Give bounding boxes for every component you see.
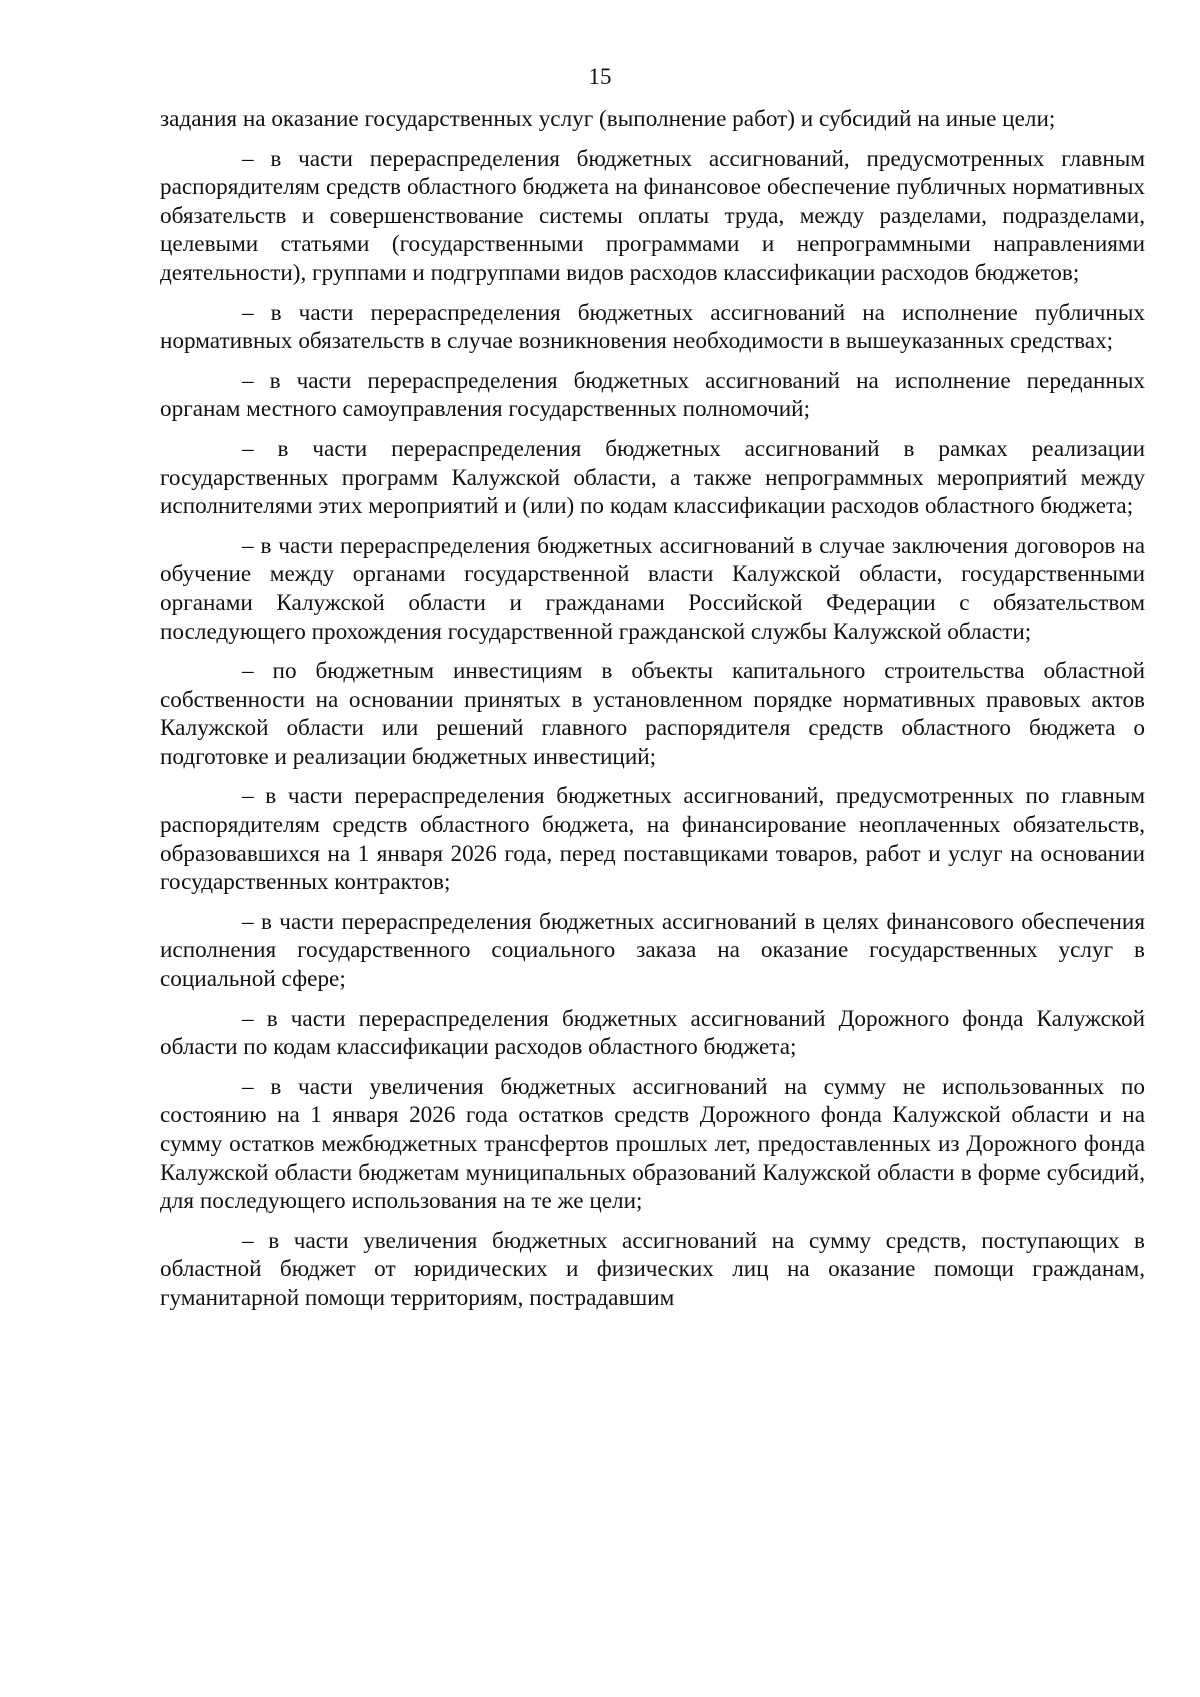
paragraph: – в части увеличения бюджетных ассигнований на сумму не использованных по состоянию на 1 января 2026 года остатков средств Дорожного фонда Калужской области и на сумму остатков межбюджетных трансфертов прошлых лет, предоставленных из Дорожного фонда Калужской области бюджетам муниципальных образований Калужской области в форме субсидий, для последующего использования на те же цели; [160, 1073, 1145, 1215]
paragraph: – в части перераспределения бюджетных ассигнований на исполнение публичных нормативных обязательств в случае возникновения необходимости в вышеуказанных средствах; [160, 299, 1145, 355]
paragraph: – в части перераспределения бюджетных ассигнований в целях финансового обеспечения исполнения государственного социального заказа на оказание государственных услуг в социальной сфере; [160, 908, 1145, 993]
paragraph: – в части перераспределения бюджетных ассигнований в рамках реализации государственных программ Калужской области, а также непрограммных мероприятий между исполнителями этих мероприятий и (или) по кодам классификации расходов областного бюджета; [160, 435, 1145, 520]
paragraph-continuation: задания на оказание государственных услуг (выполнение работ) и субсидий на иные цели; [160, 106, 1056, 132]
paragraph: – в части увеличения бюджетных ассигнований на сумму средств, поступающих в областной бюджет от юридических и физических лиц на оказание помощи гражданам, гуманитарной помощи территориям, пострадавшим [160, 1227, 1145, 1311]
paragraph: – в части перераспределения бюджетных ассигнований в случае заключения договоров на обучение между органами государственной власти Калужской области, государственными органами Калужской области и гражданами Российской Федерации с обязательством последующего прохождения государственной гражданской службы Калужской области; [160, 532, 1145, 645]
paragraph: – в части перераспределения бюджетных ассигнований на исполнение переданных органам местного самоуправления государственных полномочий; [160, 367, 1145, 423]
paragraph: – в части перераспределения бюджетных ассигнований, предусмотренных по главным распорядителям средств областного бюджета, на финансирование неоплаченных обязательств, образовавшихся на 1 января 2026 года, перед поставщиками товаров, работ и услуг на основании государственных контрактов; [160, 783, 1145, 896]
paragraph: – по бюджетным инвестициям в объекты капитального строительства областной собственности на основании принятых в установленном порядке нормативных правовых актов Калужской области или решений главного распорядителя средств областного бюджета о подготовке и реализации бюджетных инвестиций; [160, 658, 1145, 770]
paragraph: – в части перераспределения бюджетных ассигнований Дорожного фонда Калужской области по кодам классификации расходов областного бюджета; [160, 1005, 1145, 1061]
page-number: 15 [588, 64, 612, 89]
paragraph: – в части перераспределения бюджетных ассигнований, предусмотренных главным распорядителям средств областного бюджета на финансовое обеспечение публичных нормативных обязательств и совершенствование системы оплаты труда, между разделами, подразделами, целевыми статьями (государственными программами и непрограммными направлениями деятельности), группами и подгруппами видов расходов классификации расходов бюджетов; [160, 145, 1145, 286]
document-body [160, 105, 1145, 1324]
